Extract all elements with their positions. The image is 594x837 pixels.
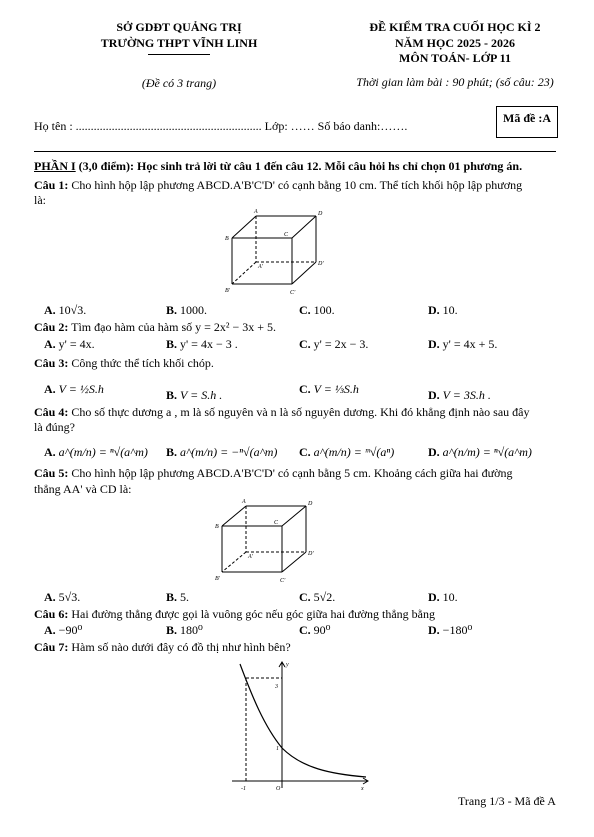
part1-heading xyxy=(34,159,522,174)
cube1-label-d: D xyxy=(318,211,323,217)
cube2-label-d1: D' xyxy=(308,551,314,557)
question-2 xyxy=(34,320,276,335)
q3-option-b[interactable] xyxy=(166,388,222,403)
q2-option-d-text: y' = 4x + 5. xyxy=(442,337,498,351)
q3-option-b-text: V = S.h . xyxy=(180,388,223,402)
q5-option-b-letter: B. xyxy=(166,590,178,604)
question-1-num: Câu 1: xyxy=(34,178,69,192)
cube1-label-b1: B' xyxy=(225,288,230,294)
q4-option-a-text: a^(m/n) = ⁿ√(a^m) xyxy=(58,445,148,459)
q1-option-d-letter: D. xyxy=(428,303,440,317)
q4-option-d[interactable] xyxy=(428,445,532,460)
question-3-num: Câu 3: xyxy=(34,356,69,370)
q3-option-a-letter: A. xyxy=(44,382,56,396)
q5-option-a-text: 5√3. xyxy=(58,590,81,604)
question-4-num: Câu 4: xyxy=(34,405,69,419)
q2-option-d[interactable] xyxy=(428,337,497,352)
q4-option-d-text: a^(n/m) = ⁿ√(a^m) xyxy=(442,445,532,459)
question-5-num: Câu 5: xyxy=(34,466,69,480)
question-7-text: Hàm số nào dưới đây có đồ thị như hình bên? xyxy=(71,640,291,654)
q6-option-c-letter: C. xyxy=(299,623,311,637)
cube1-label-b: B xyxy=(225,236,229,242)
question-5-text-2: thẳng AA' và CD là: xyxy=(34,482,132,496)
cube2-label-b: B xyxy=(215,524,219,530)
q2-option-a-text: y' = 4x. xyxy=(58,337,95,351)
q4-option-b[interactable] xyxy=(166,445,277,460)
q1-option-c-letter: C. xyxy=(299,303,311,317)
q1-option-b-text: 1000. xyxy=(180,303,208,317)
header-underline xyxy=(148,54,210,55)
q1-option-b-letter: B. xyxy=(166,303,178,317)
page-footer: Trang 1/3 - Mã đề A xyxy=(458,794,556,808)
q2-option-c-letter: C. xyxy=(299,337,311,351)
q3-option-a-text: V = ½S.h xyxy=(58,382,104,396)
q5-option-c[interactable] xyxy=(299,590,335,605)
exam-title: ĐỀ KIỂM TRA CUỐI HỌC KÌ 2 xyxy=(369,20,541,34)
time-note: Thời gian làm bài : 90 phút; (số câu: 23) xyxy=(356,75,554,89)
cube2-label-b1: B' xyxy=(215,576,220,582)
cube1-label-c: C xyxy=(284,232,289,238)
q7-function-graph xyxy=(230,656,375,796)
q4-option-b-text: a^(m/n) = −ⁿ√(a^m) xyxy=(180,445,278,459)
q1-option-c-text: 100. xyxy=(313,303,335,317)
graph-tick-1: 1 xyxy=(276,746,279,752)
q6-option-d[interactable] xyxy=(428,623,472,638)
q6-option-c[interactable] xyxy=(299,623,330,638)
q2-option-d-letter: D. xyxy=(428,337,440,351)
q1-option-b[interactable] xyxy=(166,303,207,318)
q2-option-c[interactable] xyxy=(299,337,368,352)
part1-label: PHẦN I xyxy=(34,159,76,173)
q6-option-b-letter: B. xyxy=(166,623,178,637)
cube1-label-d1: D' xyxy=(318,261,324,267)
q5-option-d-text: 10. xyxy=(442,590,458,604)
question-5 xyxy=(34,466,512,481)
graph-x-label: x xyxy=(361,786,364,792)
header-rule xyxy=(34,151,556,152)
q3-option-c-text: V = ⅓S.h xyxy=(313,382,359,396)
cube1-label-a: A xyxy=(254,209,258,215)
cube2-label-a: A xyxy=(242,499,246,505)
q2-option-a[interactable] xyxy=(44,337,95,352)
q5-option-b-text: 5. xyxy=(180,590,190,604)
graph-tick-minus-1: -1 xyxy=(241,786,246,792)
question-3 xyxy=(34,356,214,371)
question-6-text: Hai đường thẳng được gọi là vuông góc nếu góc giữa hai đường thẳng bằng xyxy=(71,607,435,621)
q3-option-d-text: V = 3S.h . xyxy=(442,388,491,402)
q6-option-d-text: −180⁰ xyxy=(442,623,473,637)
q5-option-b[interactable] xyxy=(166,590,189,605)
question-2-text: Tìm đạo hàm của hàm số y = 2x² − 3x + 5. xyxy=(71,320,277,334)
question-7-num: Câu 7: xyxy=(34,640,69,654)
question-4-text: Cho số thực dương a , m là số nguyên và n là số nguyên dương. Khi đó khẳng định nào sau đây xyxy=(71,405,530,419)
q3-option-b-letter: B. xyxy=(166,388,178,402)
q4-option-a-letter: A. xyxy=(44,445,56,459)
question-6-num: Câu 6: xyxy=(34,607,69,621)
q3-option-d-letter: D. xyxy=(428,388,440,402)
q2-option-b-text: y' = 4x − 3 . xyxy=(180,337,238,351)
dept-name: SỞ GDĐT QUẢNG TRỊ xyxy=(116,20,242,34)
q1-option-d-text: 10. xyxy=(442,303,458,317)
q2-option-b[interactable] xyxy=(166,337,238,352)
q3-option-a[interactable] xyxy=(44,382,104,397)
cube1-label-c1: C' xyxy=(290,290,296,296)
cube2-label-d: D xyxy=(308,501,313,507)
cube2-label-a1: A' xyxy=(248,554,253,560)
question-1-text-2: là: xyxy=(34,193,46,207)
cube-figure-2 xyxy=(210,496,322,584)
q4-option-a[interactable] xyxy=(44,445,148,460)
q6-option-c-text: 90⁰ xyxy=(313,623,331,637)
graph-origin-label: O xyxy=(276,786,281,792)
exam-year: NĂM HỌC 2025 - 2026 xyxy=(395,36,515,50)
q5-option-d[interactable] xyxy=(428,590,458,605)
q4-option-d-letter: D. xyxy=(428,445,440,459)
q5-option-a[interactable] xyxy=(44,590,80,605)
q5-option-a-letter: A. xyxy=(44,590,56,604)
graph-tick-3: 3 xyxy=(275,684,278,690)
q1-option-d[interactable] xyxy=(428,303,458,318)
question-7 xyxy=(34,640,291,655)
question-1-text: Cho hình hộp lập phương ABCD.A'B'C'D' có cạnh bằng 10 cm. Thể tích khối hộp lập phương xyxy=(71,178,523,192)
q6-option-a-text: −90⁰ xyxy=(58,623,83,637)
q4-option-c[interactable] xyxy=(299,445,394,460)
q1-option-c[interactable] xyxy=(299,303,335,318)
question-4 xyxy=(34,405,530,420)
student-info-line: Họ tên : .............................................................. Lớp: …… Số báo danh:……. xyxy=(34,119,408,133)
q3-option-c-letter: C. xyxy=(299,382,311,396)
part1-text: (3,0 điểm): Học sinh trả lời từ câu 1 đến câu 12. Mỗi câu hỏi hs chỉ chọn 01 phương án. xyxy=(75,159,523,173)
question-1 xyxy=(34,178,522,193)
q5-option-d-letter: D. xyxy=(428,590,440,604)
q6-option-b-text: 180⁰ xyxy=(180,623,203,637)
q4-option-c-letter: C. xyxy=(299,445,311,459)
question-6 xyxy=(34,607,435,622)
q6-option-d-letter: D. xyxy=(428,623,440,637)
graph-y-label: y xyxy=(286,662,289,668)
q4-option-c-text: a^(m/n) = ᵐ√(aⁿ) xyxy=(313,445,395,459)
cube2-label-c: C xyxy=(274,520,279,526)
exam-subject: MÔN TOÁN- LỚP 11 xyxy=(399,51,511,65)
pages-note: (Đề có 3 trang) xyxy=(141,76,217,90)
cube2-label-c1: C' xyxy=(280,578,286,584)
cube-figure-1 xyxy=(218,206,330,296)
q4-option-b-letter: B. xyxy=(166,445,178,459)
q6-option-a-letter: A. xyxy=(44,623,56,637)
q2-option-b-letter: B. xyxy=(166,337,178,351)
q5-option-c-text: 5√2. xyxy=(313,590,336,604)
q2-option-c-text: y' = 2x − 3. xyxy=(313,337,369,351)
q1-option-a-letter: A. xyxy=(44,303,56,317)
cube1-label-a1: A' xyxy=(258,264,263,270)
question-4-text-2: là đúng? xyxy=(34,420,75,434)
q1-option-a-text: 10√3. xyxy=(58,303,87,317)
exam-code-box: Mã đề :A xyxy=(496,106,558,138)
q5-option-c-letter: C. xyxy=(299,590,311,604)
school-name: TRƯỜNG THPT VĨNH LINH xyxy=(100,36,258,50)
q1-option-a[interactable] xyxy=(44,303,86,318)
question-3-text: Công thức thể tích khối chóp. xyxy=(71,356,214,370)
q3-option-c[interactable] xyxy=(299,382,359,397)
q6-option-b[interactable] xyxy=(166,623,203,638)
q6-option-a[interactable] xyxy=(44,623,82,638)
question-5-text: Cho hình hộp lập phương ABCD.A'B'C'D' có cạnh bằng 5 cm. Khoảng cách giữa hai đường xyxy=(71,466,513,480)
q3-option-d[interactable] xyxy=(428,388,491,403)
q2-option-a-letter: A. xyxy=(44,337,56,351)
question-2-num: Câu 2: xyxy=(34,320,69,334)
